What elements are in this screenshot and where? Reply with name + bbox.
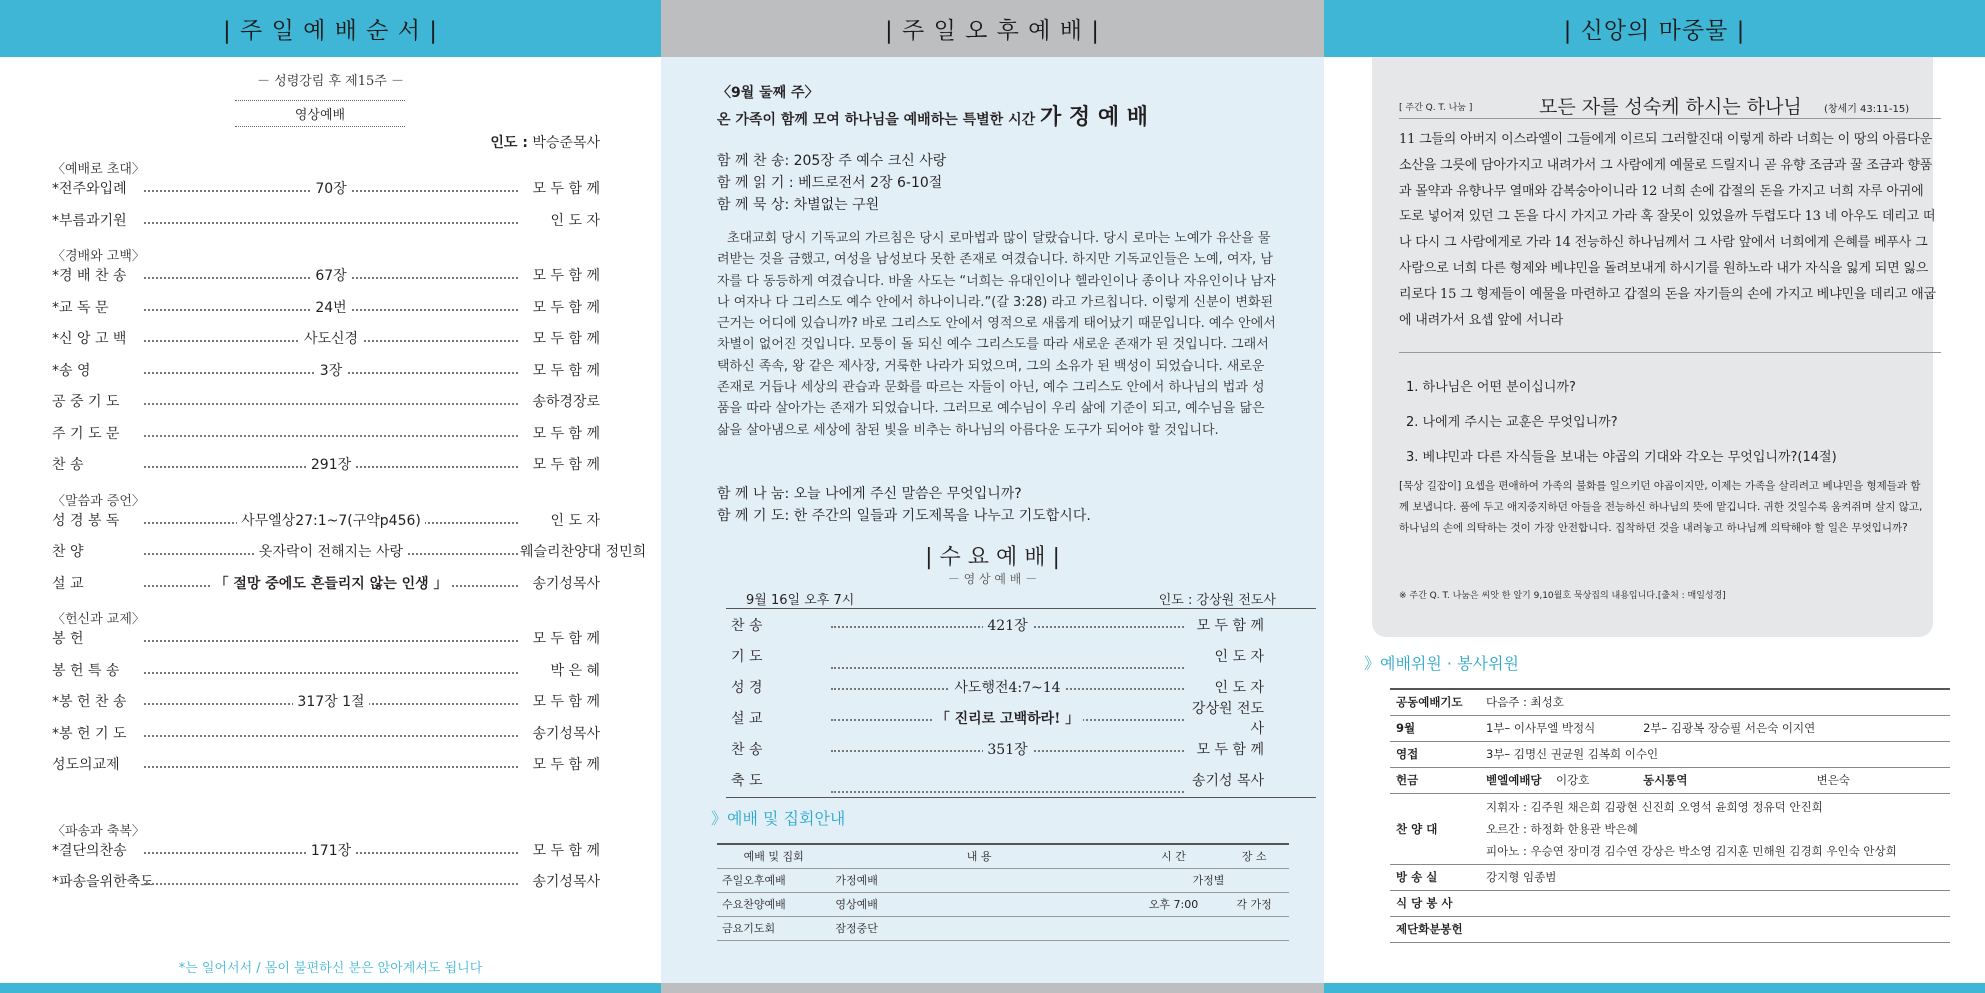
item-person: 인 도 자 <box>1214 680 1264 696</box>
panel-header <box>0 0 661 57</box>
item-name: 봉 헌 특 송 <box>52 662 120 679</box>
item-person: 웨슬리찬양대 정민희 <box>520 544 647 560</box>
header-title: | 주 일 예 배 순 서 | <box>223 18 438 44</box>
order-item <box>52 391 600 411</box>
header-title: | 주 일 오 후 예 배 | <box>885 18 1100 44</box>
item-name: *신 앙 고 백 <box>52 331 127 347</box>
service-type: 영상예배 <box>235 100 405 127</box>
qt-scripture: 11 그들의 아버지 이스라엘이 그들에게 이르되 그러할진대 이렇게 하라 너희는 이 땅의 아름다운 소산을 그릇에 담아가지고 내려가서 그 사람에게 예물로 드릴지니 곧 유향 조금과 꿀 조금과 향품과 몰약과 유향나무 열매와 감복숭아이니라 12 너희 손에 갑절의 돈을 가지고 너희 자루 아귀에 도로 넣어져 있던 그 돈을 다시 가지고 가라 혹 잘못이 있었을까 두렵도다 13 네 아우도 데리고 떠나 다시 그 사람에게로 가라 14 전능하신 하나님께서 그 사람 앞에서 너희에게 은혜를 베푸사 그 사람으로 너희 다른 형제와 베냐민을 돌려보내게 하시기를 원하노라 내가 자식을 잃게 되면 잃으리로다 15 그 형제들이 예물을 마련하고 갑절의 돈을 자기들의 손에 가지고 베냐민을 데리고 애굽에 내려가서 요셉 앞에 서니라 <box>1399 132 1936 328</box>
wednesday-subtitle: － 영 상 예 배 － <box>947 572 1038 586</box>
meditation-line: 함 께 묵 상: 차별없는 구원 <box>717 197 880 213</box>
item-person: 모 두 함 께 <box>532 694 600 710</box>
item-person: 모 두 함 께 <box>532 457 600 473</box>
table-header-cell: 장 소 <box>1219 844 1289 868</box>
question: 3. 베냐민과 다른 자식들을 보내는 야곱의 기대와 각오는 무엇입니까?(14절) <box>1406 450 1837 465</box>
table-header-cell: 내 용 <box>830 844 1127 868</box>
qt-tag: [ 주간 Q. T. 나눔 ] <box>1399 103 1473 113</box>
panel-header <box>661 0 1324 57</box>
order-item <box>52 328 600 348</box>
wednesday-item <box>731 769 1264 791</box>
item-name: 주 기 도 문 <box>52 425 120 442</box>
item-name: 설 교 <box>731 711 763 727</box>
item-detail: 「 진리로 고백하라! 」 <box>932 708 1083 728</box>
item-person: 모 두 함 께 <box>532 299 600 316</box>
item-detail: 사도행전4:7~14 <box>950 677 1064 697</box>
item-name: *파송을위한축도 <box>52 874 154 890</box>
item-name: 찬 송 <box>52 457 84 473</box>
qt-reference: (창세기 43:11-15) <box>1824 104 1910 115</box>
family-worship-intro: 온 가족이 함께 모여 하나님을 예배하는 특별한 시간 가 정 예 배 <box>717 105 1148 130</box>
panel-header <box>1324 0 1985 57</box>
item-name: 찬 송 <box>731 618 763 634</box>
wednesday-title: | 수 요 예 배 | <box>925 545 1060 570</box>
order-item <box>52 541 647 561</box>
item-detail: 「 절망 중에도 흔들리지 않는 인생 」 <box>210 573 451 593</box>
table-row: 주일오후예배 가정예배 가정별 <box>717 868 1289 892</box>
item-person: 모 두 함 께 <box>532 842 600 859</box>
wednesday-leader: 인도 : 강상원 전도사 <box>1158 593 1276 608</box>
wednesday-item <box>731 614 1264 636</box>
item-person: 모 두 함 께 <box>532 268 600 284</box>
item-name: 성 경 봉 독 <box>52 512 120 529</box>
item-name: 찬 양 <box>52 544 84 560</box>
standing-note: *는 일어서서 / 몸이 불편하신 분은 앉아계셔도 됩니다 <box>178 961 483 976</box>
item-detail: 3장 <box>316 360 346 380</box>
item-name: 기 도 <box>731 649 763 665</box>
item-person: 모 두 함 께 <box>532 757 600 773</box>
item-name: *봉 헌 기 도 <box>52 725 127 742</box>
share-line: 함 께 나 눔: 오늘 나에게 주신 말씀은 무엇입니까? <box>717 486 1022 502</box>
item-person: 모 두 함 께 <box>532 425 600 442</box>
qt-source: ※ 주간 Q. T. 나눔은 씨앗 한 알기 9,10월호 묵상집의 내용입니다.[출처 : 매일성경] <box>1399 591 1726 601</box>
item-name: 설 교 <box>52 575 84 592</box>
order-of-worship-panel <box>0 0 661 993</box>
staff-table: 공동예배기도 다음주 : 최성호 9월 1부– 이사무엘 박정식 2부– 김광복 장승필 서은숙 이지연 영접 3부– 김명신 권균원 김복희 이수인 헌금 벧엘예배당 이강호 동시통역 변은숙 찬 양 대 지휘자 : 김주원 채은희 김광현 신진희 오영석 윤희영 정유덕 안진희 오르간 : 하정화 한용관 박은혜 피아노 : 우승연 장미경 김수연 강상은 박소영 김지훈 민해원 김경희 우인숙 안상희 방 송 실 강지형 임종범 식 당 봉 사 제단화분봉헌 <box>1390 688 1950 943</box>
afternoon-worship-panel <box>661 0 1324 993</box>
order-item <box>52 573 600 593</box>
item-person: 모 두 함 께 <box>532 631 600 647</box>
order-item <box>52 423 600 443</box>
wednesday-item <box>731 676 1264 698</box>
order-item <box>52 178 600 198</box>
wednesday-date: 9월 16일 오후 7시 <box>746 593 855 608</box>
item-person: 송기성 목사 <box>1191 773 1264 789</box>
liturgical-week: － 성령강림 후 제15주 － <box>257 74 404 89</box>
item-name: 찬 송 <box>731 742 763 758</box>
item-detail: 351장 <box>983 739 1031 759</box>
notice-title: 》예배 및 집회안내 <box>711 809 846 828</box>
item-person: 박 은 혜 <box>550 662 600 679</box>
item-person: 인 도 자 <box>550 212 600 229</box>
wednesday-item <box>731 645 1264 667</box>
item-detail: 24번 <box>311 297 350 317</box>
item-person: 모 두 함 께 <box>532 331 600 347</box>
item-person: 강상원 전도사 <box>1191 701 1264 737</box>
hymn-line: 함 께 찬 송: 205장 주 예수 크신 사랑 <box>717 153 947 169</box>
reading-line: 함 께 읽 기 : 베드로전서 2장 6-10절 <box>717 175 943 191</box>
order-item <box>52 454 600 474</box>
wednesday-item <box>731 738 1264 760</box>
order-item <box>52 840 600 860</box>
section-title: 〈파송과 축복〉 <box>52 823 145 839</box>
item-name: 축 도 <box>731 773 763 789</box>
item-person: 송하경장로 <box>532 394 600 410</box>
item-person: 인 도 자 <box>550 512 600 529</box>
staff-label: 공동예배기도 <box>1390 689 1480 715</box>
devotional-body: 초대교회 당시 기독교의 가르침은 당시 로마법과 많이 달랐습니다. 당시 로마는 노예가 유산을 물려받는 것을 금했고, 여성을 남성보다 못한 존재로 여겼습니다. 하지만 기독교인들은 노예, 여자, 남자를 다 동등하게 여겼습니다. 바울 사도는 “너희는 유대인이나 헬라인이나 종이나 자유인이나 남자나 여자나 다 그리스도 예수 안에서 하나이니라.”(갈 3:28) 라고 가르칩니다. 이렇게 신분이 변화된 근거는 어디에 있습니까? 바로 그리스도 안에서 영적으로 새롭게 태어났기 때문입니다. 예수 안에서 차별이 없어진 것입니다. 모퉁이 돌 되신 예수 그리스도를 따라 새로운 존재가 된 것입니다. 그래서 택하신 족속, 왕 같은 제사장, 거룩한 나라가 되었으며, 그의 소유가 된 백성이 되었습니다. 새로운 존재로 거듭나 세상의 관습과 문화를 따르는 자들이 아닌, 예수 그리스도 안에서 하나님의 법과 성품을 따라 살아가는 존재가 되었습니다. 그러므로 예수님이 우리 삶에 기준이 되고, 예수님을 닮은 삶을 살아냄으로 세상에 참된 빛을 비추는 하나님의 아름다운 도구가 되어야 할 것입니다. <box>717 231 1276 438</box>
item-detail: 사도신경 <box>300 328 362 348</box>
item-detail: 171장 <box>307 840 355 860</box>
item-name: 성도의교제 <box>52 757 120 773</box>
item-name: *결단의찬송 <box>52 842 127 859</box>
week-label: 〈9월 둘째 주〉 <box>717 85 819 101</box>
table-header-cell: 시 간 <box>1128 844 1219 868</box>
item-detail: 옷자락이 전해지는 사랑 <box>255 541 407 561</box>
section-title: 〈헌신과 교제〉 <box>52 612 145 627</box>
item-detail: 70장 <box>311 178 350 198</box>
order-item <box>52 691 600 711</box>
qt-title: 모든 자를 성숙케 하시는 하나님 <box>1539 96 1802 118</box>
order-item <box>52 360 600 380</box>
item-name: 봉 헌 <box>52 631 84 647</box>
item-person: 모 두 함 께 <box>1196 742 1264 758</box>
section-title: 〈경배와 고백〉 <box>52 249 145 264</box>
header-title: | 신앙의 마중물 | <box>1563 18 1746 44</box>
order-item <box>52 265 600 285</box>
item-detail: 67장 <box>311 265 350 285</box>
item-name: 성 경 <box>731 680 763 696</box>
service-schedule-table <box>717 843 1289 941</box>
order-item <box>52 871 600 891</box>
table-row: 금요기도회 잠정중단 <box>717 916 1289 940</box>
item-name: *부름과기원 <box>52 212 127 229</box>
item-detail: 291장 <box>307 454 355 474</box>
meditation-guide: [묵상 길잡이] 요셉을 편애하여 가족의 불화를 일으키던 야곱이지만, 이제는 가족을 살리려고 베냐민을 형제들과 함께 보냅니다. 품에 두고 애지중지하던 아들을 전능하신 하나님의 뜻에 맡깁니다. 귀한 것일수록 움켜쥐며 살지 않고, 하나님의 손에 의탁하는 것이 가장 안전합니다. 집착하던 것을 내려놓고 하나님께 의탁해야 할 일은 무엇입니까? <box>1399 480 1923 534</box>
order-item <box>52 754 600 774</box>
table-row: 수요찬양예배 영상예배 오후 7:00 각 가정 <box>717 892 1289 916</box>
item-person: 모 두 함 께 <box>532 181 600 197</box>
item-person: 인 도 자 <box>1214 649 1264 665</box>
item-person: 모 두 함 께 <box>532 362 600 379</box>
item-name: *전주와입례 <box>52 181 127 197</box>
item-name: *봉 헌 찬 송 <box>52 694 127 710</box>
item-person: 송기성목사 <box>532 874 600 890</box>
leader-line: 인도 : 박승준목사 <box>490 135 600 151</box>
order-item <box>52 660 600 680</box>
item-detail: 421장 <box>983 615 1031 635</box>
section-title: 〈예배로 초대〉 <box>52 162 145 177</box>
order-item <box>52 210 600 230</box>
prayer-line: 함 께 기 도: 한 주간의 일들과 기도제목을 나누고 기도합시다. <box>717 508 1091 524</box>
item-person: 송기성목사 <box>532 575 600 592</box>
item-detail: 317장 1절 <box>293 691 368 711</box>
order-item <box>52 297 600 317</box>
staff-title: 》예배위원 · 봉사위원 <box>1364 654 1519 673</box>
table-header-cell: 예배 및 집회 <box>717 844 830 868</box>
wednesday-item <box>731 701 1264 737</box>
faith-panel <box>1324 0 1985 993</box>
item-detail: 사무엘상27:1~7(구약p456) <box>237 510 425 530</box>
section-title: 〈말씀과 증언〉 <box>52 493 145 509</box>
order-item <box>52 628 600 648</box>
item-name: *경 배 찬 송 <box>52 268 127 284</box>
item-person: 송기성목사 <box>532 725 600 742</box>
order-item <box>52 723 600 743</box>
item-name: *송 영 <box>52 362 91 379</box>
item-name: *교 독 문 <box>52 299 109 316</box>
question: 2. 나에게 주시는 교훈은 무엇입니까? <box>1406 415 1618 430</box>
order-item <box>52 510 600 530</box>
item-name: 공 중 기 도 <box>52 394 120 410</box>
item-person: 모 두 함 께 <box>1196 618 1264 634</box>
question: 1. 하나님은 어떤 분이십니까? <box>1406 380 1576 395</box>
